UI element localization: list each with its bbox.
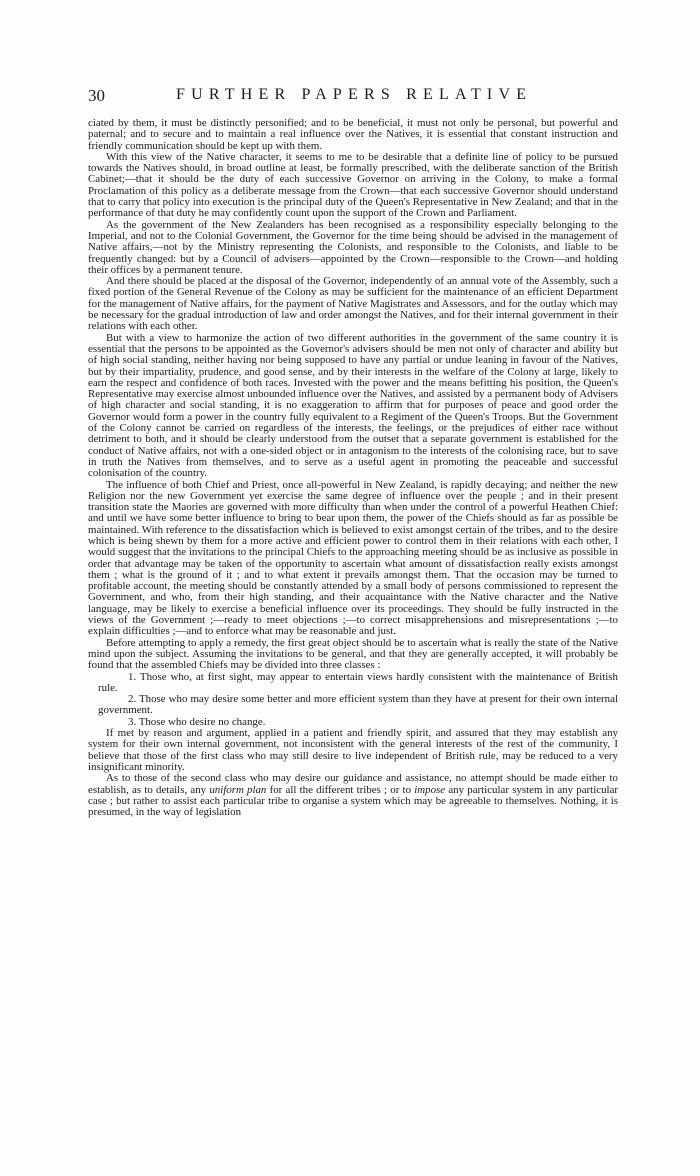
paragraph: ciated by them, it must be distinctly personified; and to be beneficial, it must not only be personal, but powerful and paternal; and to secure and to maintain a real influence over the Natives, it is essential that constant instruction and friendly communication should be kept up with them. <box>88 118 618 152</box>
emphasis-text: impose <box>414 783 446 796</box>
paragraph: As the government of the New Zealanders has been recognised as a responsibility especially belonging to the Imperial, and not to the Colonial Government, the Governor for the time being should be advised in the management of Native affairs,—not by the Ministry representing the Colonists, and responsible to the Colonists, and liable to be frequently changed: but by a Council of advisers—appointed by the Crown—responsible to the Crown—and holding their offices by a permanent tenure. <box>88 218 618 276</box>
paragraph: If met by reason and argument, applied in a patient and friendly spirit, and assured that they may establish any system for their own internal government, not inconsistent with the general interests of the rest of the community, I believe that those of the first class who may still desire to live independent of British rule, may be reduced to a very insignificant minority. <box>88 727 618 773</box>
running-title: FURTHER PAPERS RELATIVE <box>176 86 533 103</box>
class-list-item: 2. Those who may desire some better and more efficient system than they have at present for their own internal government. <box>98 693 618 717</box>
paragraph-text: any particular system in any particular case ; but rather to assist each particular tribe to organise a system which may be agreeable to themselves. Nothing, it is presumed, in the way of legislation <box>88 783 618 819</box>
paragraph: But with a view to harmonize the action of two different authorities in the government of the same country it is essential that the persons to be appointed as the Governor's advisers should be men not only of character and ability but of high social standing, neither having nor being supposed to have any partial or undue leaning in favour of the Natives, but by their impartiality, prudence, and good sense, and by their interests in the welfare of the Colony at large, likely to earn the respect and confidence of both races. Invested with the power and the means befitting his position, the Queen's Representative may exercise almost unbounded influence over the Natives, and assisted by a permanent body of Advisers of high character and social standing, it is no exaggeration to affirm that for purposes of peace and good order the Governor would form a power in the country fully equivalent to a Regiment of the Queen's Troops. But the Government of the Colony cannot be carried on regardless of the interests, the feelings, or the prejudices of either race without detriment to both, and it should be clearly understood from the outset that a separate government is established for the conduct of Native affairs, not with a one-sided object or in antagonism to the interests of the colonising race, but to save in truth the Natives from themselves, and to serve as a useful agent in promoting the peaceable and successful colonisation of the country. <box>88 331 618 480</box>
class-list-item: 1. Those who, at first sight, may appear to entertain views hardly consistent with the maintenance of British rule. <box>98 670 618 694</box>
paragraph: Before attempting to apply a remedy, the first great object should be to ascertain what is really the state of the Native mind upon the subject. Assuming the invitations to be general, and that they are generally accepted, it will probably be found that the assembled Chiefs may be divided into three classes : <box>88 636 618 672</box>
page-number: 30 <box>88 86 105 105</box>
paragraph: With this view of the Native character, it seems to me to be desirable that a definite line of policy to be pursued towards the Natives should, in broad outline at least, be formally prescribed, with the deliberate sanction of the British Cabinet;—that it should be the duty of each successive Governor on arriving in the Colony, to make a formal Proclamation of this policy as a deliberate message from the Crown—that each successive Governor should understand that to carry that policy into execution is the principal duty of the Queen's Representative in New Zealand; and that in the performance of that duty he may confidently count upon the support of the Crown and Parliament. <box>88 150 618 220</box>
emphasis-text: uniform plan <box>209 783 267 796</box>
paragraph-text: for all the different tribes ; or to <box>266 783 415 796</box>
paragraph-text: As to those of the second class who may desire our guidance and assistance, no attempt should be made either to establish, as to details, any <box>88 772 618 796</box>
body-text <box>88 118 618 1118</box>
class-list-item: 3. Those who desire no change. <box>128 715 266 728</box>
paragraph: The influence of both Chief and Priest, once all-powerful in New Zealand, is rapidly decaying; and neither the new Religion nor the new Government yet exercise the same degree of influence over the people ; and in their present transition state the Maories are governed with more difficulty than when under the control of a powerful Heathen Chief: and until we have some better influence to bring to bear upon them, the power of the Chiefs should as far as possible be maintained. With reference to the dissatisfaction which is believed to exist amongst certain of the tribes, and to the desire which is being shewn by them for a more active and efficient power to control them in their relations with each other, I would suggest that the invitations to the principal Chiefs to the approaching meeting should be as inclusive as possible in order that advantage may be taken of the opportunity to ascertain what amount of dissatisfaction really exists amongst them ; what is the ground of it ; and to what extent it prevails amongst them. That the occasion may be turned to profitable account, the meeting should be constantly attended by a small body of persons commissioned to represent the Government, and who, from their high standing, and their acquaintance with the Native character and the Native language, may be likely to exercise a beneficial influence over its proceedings. They should be fully instructed in the views of the Government ;—ready to meet objections ;—to correct misapprehensions and misrepresentations ;—to explain difficulties ;—and to enforce what may be reasonable and just. <box>88 478 618 638</box>
paragraph <box>88 773 618 818</box>
page-header <box>88 86 618 108</box>
paragraph: And there should be placed at the disposal of the Governor, independently of an annual vote of the Assembly, such a fixed portion of the General Revenue of the Colony as may be sufficient for the maintenance of an efficient Department for the management of Native affairs, for the payment of Native Magistrates and Assessors, and for the outlay which may be necessary for the gradual introduction of law and order amongst the Natives, and for their internal government in their relations with each other. <box>88 275 618 333</box>
